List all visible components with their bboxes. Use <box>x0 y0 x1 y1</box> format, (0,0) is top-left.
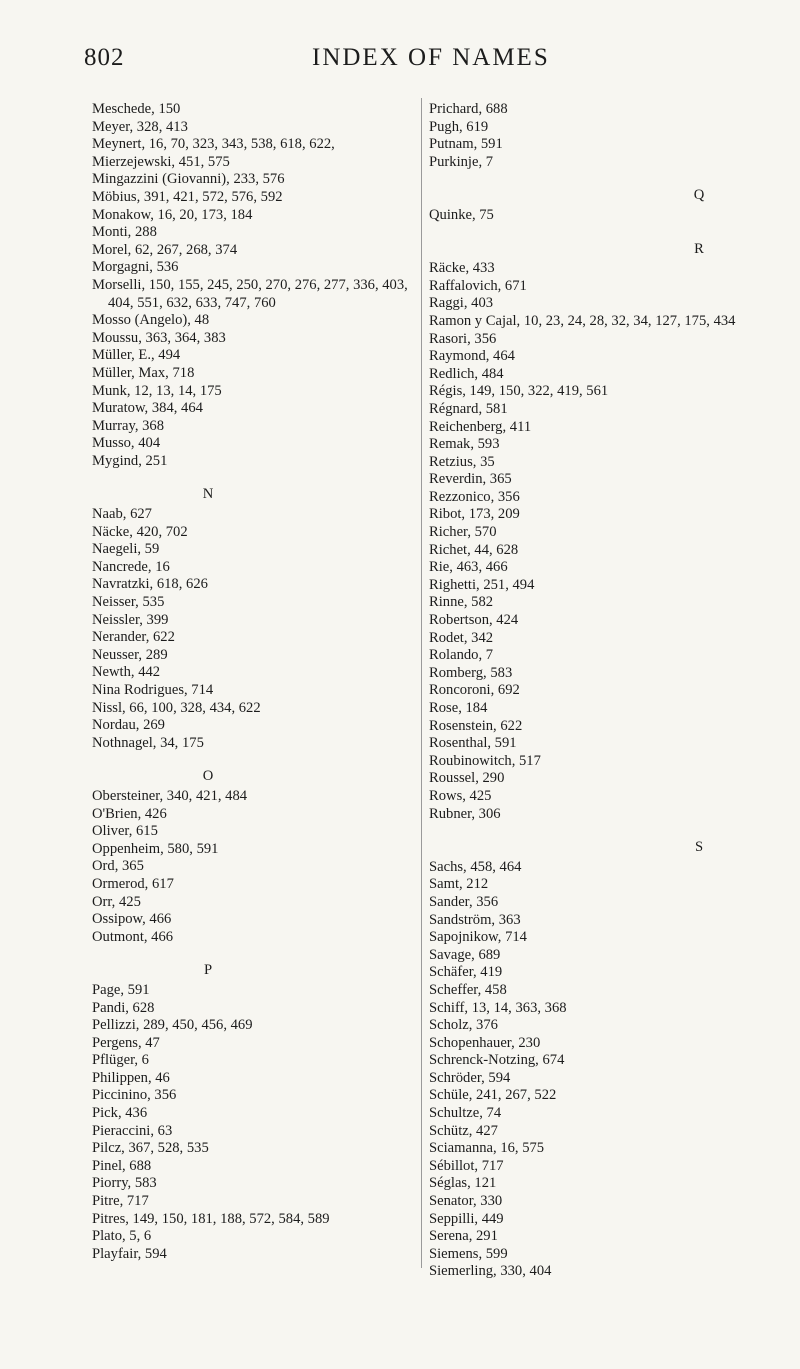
index-section-o <box>92 788 420 946</box>
index-entry: Pandi, 628 <box>92 999 155 1016</box>
index-entry: Müller, E., 494 <box>92 347 181 364</box>
running-title: INDEX OF NAMES <box>312 44 550 71</box>
index-entry: Piccinino, 356 <box>92 1087 177 1104</box>
index-entry: Monakow, 16, 20, 173, 184 <box>92 206 253 223</box>
index-entry: Nothnagel, 34, 175 <box>92 734 204 751</box>
index-entry: Räcke, 433 <box>429 260 495 277</box>
index-entry: Rosenstein, 622 <box>429 717 523 734</box>
index-section-m <box>92 101 420 470</box>
index-entry: Remak, 593 <box>429 436 500 453</box>
index-entry: Ramon y Cajal, 10, 23, 24, 28, 32, 34, 127, 175, 434 <box>429 312 736 329</box>
index-entry: Pergens, 47 <box>92 1034 160 1051</box>
index-entry: Sciamanna, 16, 575 <box>429 1140 545 1157</box>
index-entry: Morselli, 150, 155, 245, 250, 270, 276, 277, 336, 403, 404, 551, 632, 633, 747, 760 <box>92 276 408 311</box>
index-entry: Munk, 12, 13, 14, 175 <box>92 382 222 399</box>
index-entry: Morgagni, 536 <box>92 259 179 276</box>
index-entry: Retzius, 35 <box>429 453 495 470</box>
index-entry: Sapojnikow, 714 <box>429 929 527 946</box>
section-letter-s: S <box>694 839 704 856</box>
index-entry: Schopenhauer, 230 <box>429 1034 541 1051</box>
index-entry: Redlich, 484 <box>429 365 504 382</box>
column-divider <box>421 98 422 1268</box>
index-entry: Mygind, 251 <box>92 452 168 469</box>
index-entry: Savage, 689 <box>429 946 501 963</box>
index-entry: Régnard, 581 <box>429 400 508 417</box>
index-entry: Senator, 330 <box>429 1193 503 1210</box>
index-entry: Robertson, 424 <box>429 612 519 629</box>
index-entry: Rosenthal, 591 <box>429 735 517 752</box>
index-entry: Rasori, 356 <box>429 330 497 347</box>
index-entry: Musso, 404 <box>92 435 161 452</box>
index-entry: Ossipow, 466 <box>92 911 172 928</box>
index-entry: Raggi, 403 <box>429 295 494 312</box>
index-section-r <box>429 260 769 823</box>
index-entry: Sachs, 458, 464 <box>429 858 522 875</box>
index-entry: Muratow, 384, 464 <box>92 400 203 417</box>
index-entry: Pellizzi, 289, 450, 456, 469 <box>92 1017 253 1034</box>
index-entry: Möbius, 391, 421, 572, 576, 592 <box>92 188 283 205</box>
index-entry: Richer, 570 <box>429 524 497 541</box>
index-entry: Murray, 368 <box>92 417 165 434</box>
index-entry: Navratzki, 618, 626 <box>92 576 208 593</box>
index-entry: Naab, 627 <box>92 506 152 523</box>
index-entry: Neisser, 535 <box>92 594 165 611</box>
index-entry: Ord, 365 <box>92 858 144 875</box>
index-entry: Serena, 291 <box>429 1228 498 1245</box>
index-entry: Schrenck-Notzing, 674 <box>429 1052 565 1069</box>
index-entry: Pick, 436 <box>92 1105 148 1122</box>
section-letter-p: P <box>203 962 213 979</box>
index-entry: Neusser, 289 <box>92 646 168 663</box>
index-entry: Purkinje, 7 <box>429 153 494 170</box>
index-entry: Oppenheim, 580, 591 <box>92 840 219 857</box>
index-entry: Samt, 212 <box>429 876 489 893</box>
index-entry: Outmont, 466 <box>92 928 174 945</box>
index-entry: Nissl, 66, 100, 328, 434, 622 <box>92 699 261 716</box>
index-entry: Nina Rodrigues, 714 <box>92 682 214 698</box>
index-entry: Ormerod, 617 <box>92 875 174 892</box>
index-entry: Roussel, 290 <box>429 770 505 787</box>
index-entry: Nordau, 269 <box>92 717 165 734</box>
index-column-left <box>92 101 420 1263</box>
index-entry: Näcke, 420, 702 <box>92 523 188 540</box>
index-entry: Mingazzini (Giovanni), 233, 576 <box>92 171 285 188</box>
index-entry: Rose, 184 <box>429 700 488 716</box>
section-letter-o: O <box>202 768 214 785</box>
index-entry: Roubinowitch, 517 <box>429 752 541 769</box>
index-entry: Séglas, 121 <box>429 1175 497 1192</box>
index-entry: Seppilli, 449 <box>429 1210 504 1227</box>
index-entry: Sébillot, 717 <box>429 1157 504 1174</box>
index-entry: Obersteiner, 340, 421, 484 <box>92 787 248 804</box>
index-entry: Reverdin, 365 <box>429 471 512 488</box>
index-entry: Meschede, 150 <box>92 101 181 117</box>
index-entry: Rubner, 306 <box>429 805 501 822</box>
index-entry: Rows, 425 <box>429 787 492 804</box>
index-section-q <box>429 207 769 225</box>
index-entry: Morel, 62, 267, 268, 374 <box>92 241 238 258</box>
index-entry: Scheffer, 458 <box>429 981 507 998</box>
index-entry: Pinel, 688 <box>92 1157 152 1174</box>
section-letter-n: N <box>202 486 214 503</box>
index-entry: Monti, 288 <box>92 224 157 241</box>
index-entry: Pilcz, 367, 528, 535 <box>92 1140 209 1157</box>
index-entry: Orr, 425 <box>92 893 141 910</box>
section-letter-q: Q <box>693 187 705 204</box>
index-entry: Pflüger, 6 <box>92 1052 149 1069</box>
index-entry: Meyer, 328, 413 <box>92 118 188 135</box>
index-entry: Rolando, 7 <box>429 647 494 664</box>
index-entry: Pieraccini, 63 <box>92 1122 173 1139</box>
index-entry: Philippen, 46 <box>92 1069 170 1086</box>
index-column-right <box>429 101 769 1281</box>
index-entry: Mierzejewski, 451, 575 <box>92 153 230 170</box>
index-entry: Neissler, 399 <box>92 611 169 628</box>
index-entry: Schütz, 427 <box>429 1122 498 1139</box>
index-entry: Raymond, 464 <box>429 348 515 365</box>
page-number: 802 <box>84 44 125 71</box>
index-entry: O'Brien, 426 <box>92 805 167 822</box>
index-entry: Schröder, 594 <box>429 1069 511 1086</box>
index-entry: Moussu, 363, 364, 383 <box>92 329 226 346</box>
index-section-s <box>429 859 769 1281</box>
index-entry: Schultze, 74 <box>429 1105 502 1122</box>
index-entry: Raffalovich, 671 <box>429 277 527 294</box>
index-entry: Putnam, 591 <box>429 136 503 153</box>
index-entry: Sandström, 363 <box>429 911 521 928</box>
index-section-p-continued <box>429 101 769 171</box>
index-entry: Righetti, 251, 494 <box>429 576 535 593</box>
index-entry: Pitre, 717 <box>92 1193 149 1210</box>
index-entry: Siemerling, 330, 404 <box>429 1263 552 1280</box>
index-entry: Playfair, 594 <box>92 1245 167 1262</box>
index-entry: Schäfer, 419 <box>429 964 503 981</box>
index-entry: Oliver, 615 <box>92 823 158 840</box>
index-entry: Siemens, 599 <box>429 1245 508 1262</box>
page-header <box>84 44 684 84</box>
index-entry: Meynert, 16, 70, 323, 343, 538, 618, 622, <box>92 136 335 153</box>
index-entry: Reichenberg, 411 <box>429 418 532 435</box>
index-entry: Schiff, 13, 14, 363, 368 <box>429 999 567 1016</box>
index-entry: Plato, 5, 6 <box>92 1228 152 1245</box>
index-entry: Régis, 149, 150, 322, 419, 561 <box>429 383 609 400</box>
index-entry: Naegeli, 59 <box>92 541 160 558</box>
index-entry: Nancrede, 16 <box>92 558 170 575</box>
index-section-p <box>92 982 420 1264</box>
index-entry: Rie, 463, 466 <box>429 559 508 576</box>
index-entry: Piorry, 583 <box>92 1175 157 1192</box>
index-entry: Rodet, 342 <box>429 629 494 646</box>
index-entry: Page, 591 <box>92 981 150 998</box>
index-section-n <box>92 506 420 752</box>
index-entry: Quinke, 75 <box>429 206 494 223</box>
index-entry: Richet, 44, 628 <box>429 541 519 558</box>
index-entry: Newth, 442 <box>92 664 161 681</box>
index-entry: Nerander, 622 <box>92 629 175 646</box>
index-entry: Romberg, 583 <box>429 664 513 681</box>
index-entry: Roncoroni, 692 <box>429 682 520 699</box>
index-entry: Scholz, 376 <box>429 1017 498 1034</box>
index-entry: Müller, Max, 718 <box>92 364 195 381</box>
index-entry: Rinne, 582 <box>429 594 494 611</box>
index-entry: Pitres, 149, 150, 181, 188, 572, 584, 589 <box>92 1210 330 1227</box>
index-entry: Sander, 356 <box>429 893 499 910</box>
index-entry: Pugh, 619 <box>429 118 489 135</box>
index-entry: Schüle, 241, 267, 522 <box>429 1087 557 1104</box>
index-entry: Mosso (Angelo), 48 <box>92 312 210 329</box>
index-entry: Prichard, 688 <box>429 101 508 117</box>
section-letter-r: R <box>694 240 704 257</box>
index-entry: Rezzonico, 356 <box>429 488 520 505</box>
index-entry: Ribot, 173, 209 <box>429 506 520 523</box>
